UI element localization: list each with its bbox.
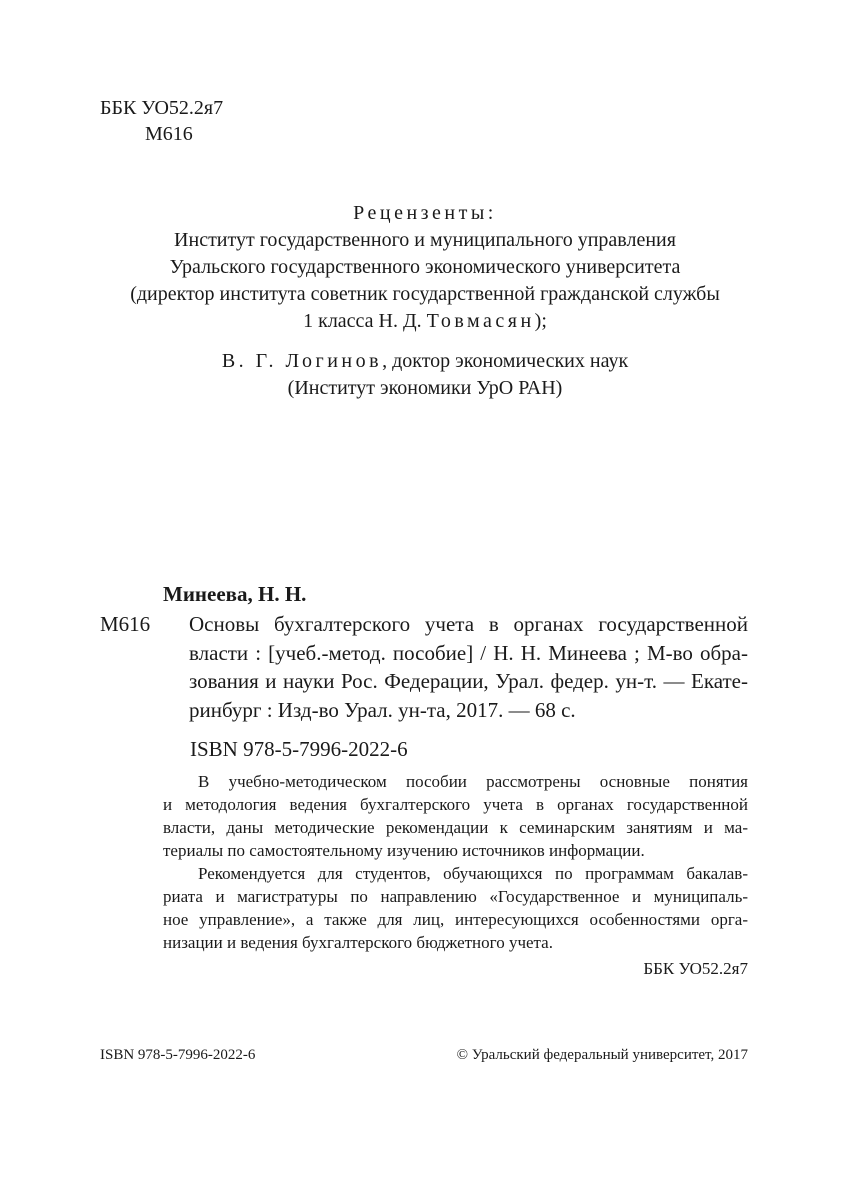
classification-block bbox=[100, 95, 223, 147]
reviewer-line: Институт государственного и муниципального управления bbox=[174, 229, 676, 251]
reviewer-line bbox=[100, 308, 750, 335]
reviewer-line: (директор института советник государственной гражданской службы bbox=[130, 283, 720, 305]
record-line: власти : [учеб.-метод. пособие] / Н. Н. Минеева ; М-во обра- bbox=[189, 640, 748, 665]
annotation-line: низации и ведения бухгалтерского бюджетного учета. bbox=[163, 933, 553, 952]
bibliographic-record bbox=[189, 610, 748, 724]
record-cutter: М616 bbox=[100, 612, 151, 636]
annotation-paragraph-1 bbox=[163, 770, 748, 862]
reviewers-block bbox=[100, 200, 750, 402]
reviewer-second bbox=[100, 348, 750, 375]
annotation-paragraph-2 bbox=[163, 862, 748, 954]
reviewer-line-suffix: ); bbox=[534, 310, 547, 332]
bbk-code: ББК УО52.2я7 bbox=[100, 97, 224, 119]
cutter-code: М616 bbox=[145, 123, 193, 145]
annotation-line: ное управление», а также для лиц, интересующихся особенностями орга- bbox=[163, 910, 748, 929]
reviewers-heading: Рецензенты: bbox=[353, 202, 497, 224]
annotation-line: Рекомендуется для студентов, обучающихся по программам бакалав- bbox=[198, 864, 748, 883]
annotation-line: В учебно-методическом пособии рассмотрены основные понятия bbox=[198, 772, 748, 791]
record-line: Основы бухгалтерского учета в органах государственной bbox=[189, 612, 748, 636]
annotation-block bbox=[163, 770, 748, 980]
reviewer-director-name: Товмасян bbox=[426, 310, 535, 332]
footer-isbn: ISBN 978-5-7996-2022-6 bbox=[100, 1047, 256, 1063]
annotation-line: и методология ведения бухгалтерского учета в органах государственной bbox=[163, 795, 748, 814]
record-author: Минеева, Н. Н. bbox=[163, 582, 307, 606]
annotation-line: власти, даны методические рекомендации к семинарским занятиям и ма- bbox=[163, 818, 748, 837]
annotation-line: териалы по самостоятельному изучению источников информации. bbox=[163, 841, 645, 860]
record-line: ринбург : Изд-во Урал. ун-та, 2017. — 68 с. bbox=[189, 697, 576, 722]
reviewer-second-org: (Институт экономики УрО РАН) bbox=[287, 377, 563, 399]
reviewer-line: Уральского государственного экономического университета bbox=[169, 256, 681, 278]
annotation-line: риата и магистратуры по направлению «Государственное и муниципаль- bbox=[163, 887, 748, 906]
record-isbn: ISBN 978-5-7996-2022-6 bbox=[190, 737, 408, 761]
annotation-bbk: ББК УО52.2я7 bbox=[643, 959, 748, 978]
record-line: зования и науки Рос. Федерации, Урал. федер. ун-т. — Екате- bbox=[189, 669, 748, 693]
reviewer-line-prefix: 1 класса Н. Д. bbox=[303, 310, 427, 332]
reviewer-second-name: В. Г. Логинов bbox=[221, 350, 383, 372]
footer-copyright: © Уральский федеральный университет, 2017 bbox=[456, 1047, 748, 1063]
reviewer-second-title: , доктор экономических наук bbox=[382, 350, 629, 372]
